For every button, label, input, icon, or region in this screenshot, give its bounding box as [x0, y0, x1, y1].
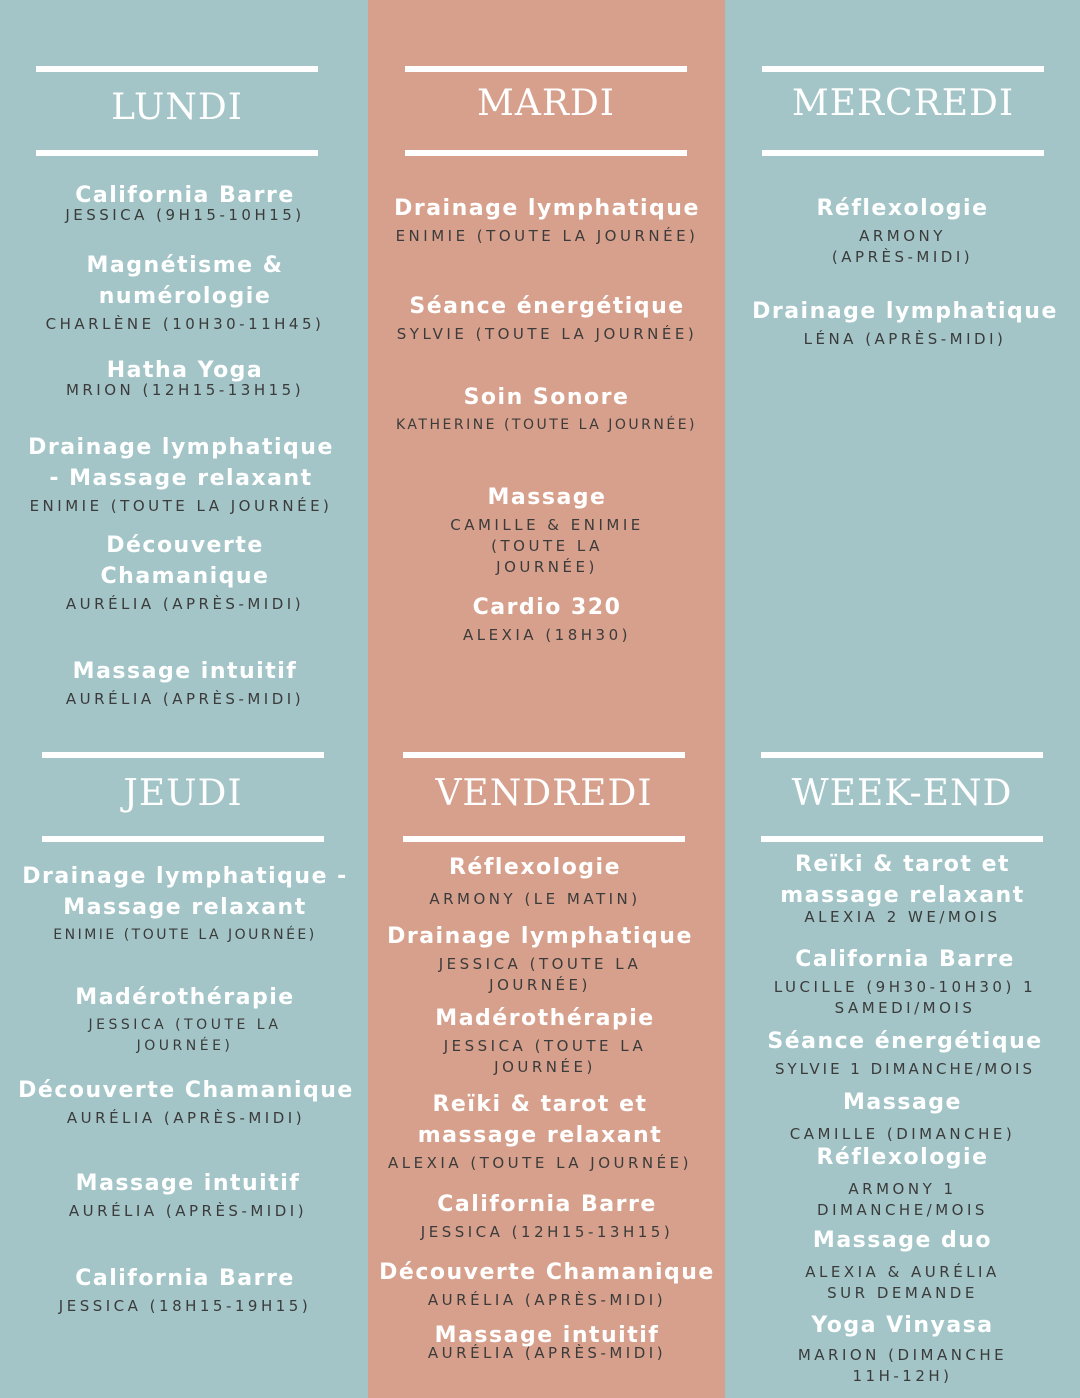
- session-title: Hatha Yoga: [106, 358, 264, 383]
- header-mardi: [405, 66, 687, 156]
- day-title: VENDREDI: [435, 773, 653, 814]
- session-title: Madérothérapie: [435, 1006, 655, 1031]
- day-title: MERCREDI: [791, 83, 1015, 124]
- session-title: Massage intuitif: [434, 1323, 660, 1348]
- session-info: JESSICA (12H15-13H15): [420, 1223, 674, 1241]
- session-title: Reïki & tarot et massage relaxant: [780, 852, 1025, 908]
- session-info: ARMONY (APRÈS-MIDI): [831, 227, 974, 266]
- header-divider: [36, 66, 318, 72]
- session-info: ENIMIE (TOUTE LA JOURNÉE): [29, 497, 333, 515]
- header-divider: [403, 836, 685, 842]
- session-jeudi-1: [10, 861, 360, 946]
- session-title: Massage intuitif: [75, 1171, 301, 1196]
- session-info: AURÉLIA (APRÈS-MIDI): [427, 1344, 667, 1362]
- session-info: JESSICA (18H15-19H15): [58, 1297, 312, 1315]
- session-title: California Barre: [75, 183, 295, 208]
- session-title: Massage duo: [812, 1228, 993, 1253]
- day-title: LUNDI: [111, 87, 243, 128]
- session-vendredi-7: [370, 1323, 724, 1364]
- session-info: AURÉLIA (APRÈS-MIDI): [65, 595, 305, 613]
- header-vendredi: [403, 752, 685, 842]
- session-title: Magnétisme & numérologie: [86, 253, 284, 309]
- session-title: Drainage lymphatique - Massage relaxant: [22, 864, 348, 920]
- session-title: Massage: [843, 1090, 962, 1115]
- header-mercredi: [762, 66, 1044, 156]
- session-title: Massage intuitif: [72, 659, 298, 684]
- session-lundi-5: [10, 530, 360, 615]
- session-info: KATHERINE (TOUTE LA JOURNÉE): [396, 417, 697, 433]
- session-info: AURÉLIA (APRÈS-MIDI): [65, 690, 305, 708]
- session-lundi-1: [10, 183, 360, 226]
- session-info: MRION (12H15-13H15): [65, 381, 305, 399]
- session-title: Drainage lymphatique: [752, 299, 1058, 324]
- header-divider: [405, 66, 687, 72]
- session-info: MARION (DIMANCHE 11H-12H): [797, 1346, 1008, 1385]
- session-weekend-3: [730, 1026, 1080, 1080]
- session-info: ALEXIA (TOUTE LA JOURNÉE): [388, 1154, 692, 1172]
- header-divider: [761, 752, 1043, 758]
- session-weekend-2: [730, 944, 1080, 1019]
- header-jeudi: [42, 752, 324, 842]
- session-title: Séance énergétique: [767, 1029, 1043, 1054]
- session-title: Reïki & tarot et massage relaxant: [417, 1092, 663, 1148]
- session-info: ALEXIA & AURÉLIA SUR DEMANDE: [805, 1263, 1000, 1302]
- session-info: ALEXIA (18H30): [463, 626, 631, 644]
- session-title: California Barre: [75, 1266, 295, 1291]
- session-weekend-4: [730, 1087, 1075, 1145]
- session-info: AURÉLIA (APRÈS-MIDI): [68, 1202, 308, 1220]
- session-info: JESSICA (TOUTE LA JOURNÉE): [438, 955, 642, 994]
- day-title: JEUDI: [123, 773, 243, 814]
- session-info: SYLVIE (TOUTE LA JOURNÉE): [396, 325, 698, 343]
- session-title: Cardio 320: [472, 595, 622, 620]
- session-title: Yoga Vinyasa: [811, 1313, 994, 1338]
- header-divider: [403, 752, 685, 758]
- header-weekend: [761, 752, 1043, 842]
- session-jeudi-2: [10, 982, 360, 1057]
- session-title: Drainage lymphatique - Massage relaxant: [28, 435, 334, 491]
- session-title: Découverte Chamanique: [100, 533, 270, 589]
- header-divider: [405, 150, 687, 156]
- session-info: ARMONY (LE MATIN): [429, 890, 641, 908]
- session-info: LÉNA (APRÈS-MIDI): [803, 330, 1007, 348]
- session-info: LUCILLE (9H30-10H30) 1 SAMEDI/MOIS: [773, 978, 1037, 1017]
- session-mercredi-1: [730, 193, 1075, 268]
- session-info: ARMONY 1 DIMANCHE/MOIS: [817, 1180, 988, 1219]
- header-lundi: [36, 66, 318, 156]
- session-title: Découverte Chamanique: [18, 1078, 354, 1103]
- session-title: Séance énergétique: [409, 294, 685, 319]
- session-info: JESSICA (TOUTE LA JOURNÉE): [88, 1017, 282, 1054]
- session-info: ALEXIA 2 WE/MOIS: [804, 908, 1001, 926]
- session-vendredi-4: [370, 1089, 710, 1174]
- session-title: California Barre: [795, 947, 1015, 972]
- header-divider: [42, 752, 324, 758]
- session-vendredi-3: [375, 1003, 715, 1078]
- session-vendredi-6: [370, 1257, 724, 1311]
- session-mercredi-2: [730, 296, 1080, 350]
- session-mardi-1: [370, 193, 724, 247]
- session-title: Soin Sonore: [463, 385, 630, 410]
- day-title: MARDI: [476, 83, 616, 124]
- session-lundi-3: [10, 358, 360, 401]
- session-title: Drainage lymphatique: [394, 196, 700, 221]
- day-title: WEEK-END: [791, 773, 1013, 814]
- session-weekend-5: [730, 1142, 1075, 1221]
- session-mardi-5: [370, 592, 724, 646]
- session-info: JESSICA (9H15-10H15): [65, 206, 305, 224]
- session-jeudi-3: [5, 1075, 367, 1129]
- session-info: AURÉLIA (APRÈS-MIDI): [66, 1109, 306, 1127]
- session-weekend-6: [730, 1225, 1075, 1304]
- session-title: California Barre: [437, 1192, 657, 1217]
- session-info: JESSICA (TOUTE LA JOURNÉE): [443, 1037, 647, 1076]
- session-lundi-6: [10, 656, 360, 710]
- session-vendredi-2: [370, 921, 710, 996]
- session-lundi-2: [10, 250, 360, 335]
- session-vendredi-1: [370, 852, 700, 910]
- session-info: CAMILLE (DIMANCHE): [789, 1125, 1016, 1143]
- session-mardi-2: [370, 291, 724, 345]
- session-info: CAMILLE & ENIMIE (TOUTE LA JOURNÉE): [450, 516, 644, 576]
- session-title: Madérothérapie: [75, 985, 295, 1010]
- session-mardi-4: [370, 482, 724, 578]
- session-title: Découverte Chamanique: [379, 1260, 715, 1285]
- session-weekend-1: [730, 849, 1075, 928]
- session-jeudi-5: [10, 1263, 360, 1317]
- header-divider: [762, 150, 1044, 156]
- session-mardi-3: [368, 382, 725, 436]
- session-info: CHARLÈNE (10H30-11H45): [45, 315, 325, 333]
- session-title: Réflexologie: [816, 1145, 989, 1170]
- session-info: ENIMIE (TOUTE LA JOURNÉE): [53, 927, 317, 943]
- session-lundi-4: [0, 432, 362, 517]
- session-weekend-7: [730, 1310, 1075, 1387]
- header-divider: [761, 836, 1043, 842]
- session-info: SYLVIE 1 DIMANCHE/MOIS: [774, 1060, 1035, 1078]
- session-jeudi-4: [10, 1168, 366, 1222]
- session-title: Réflexologie: [448, 855, 622, 880]
- session-info: ENIMIE (TOUTE LA JOURNÉE): [395, 227, 699, 245]
- session-title: Réflexologie: [816, 196, 989, 221]
- header-divider: [36, 150, 318, 156]
- header-divider: [762, 66, 1044, 72]
- session-title: Drainage lymphatique: [387, 924, 693, 949]
- session-info: AURÉLIA (APRÈS-MIDI): [427, 1291, 667, 1309]
- session-title: Massage: [487, 485, 607, 510]
- header-divider: [42, 836, 324, 842]
- session-vendredi-5: [370, 1189, 724, 1243]
